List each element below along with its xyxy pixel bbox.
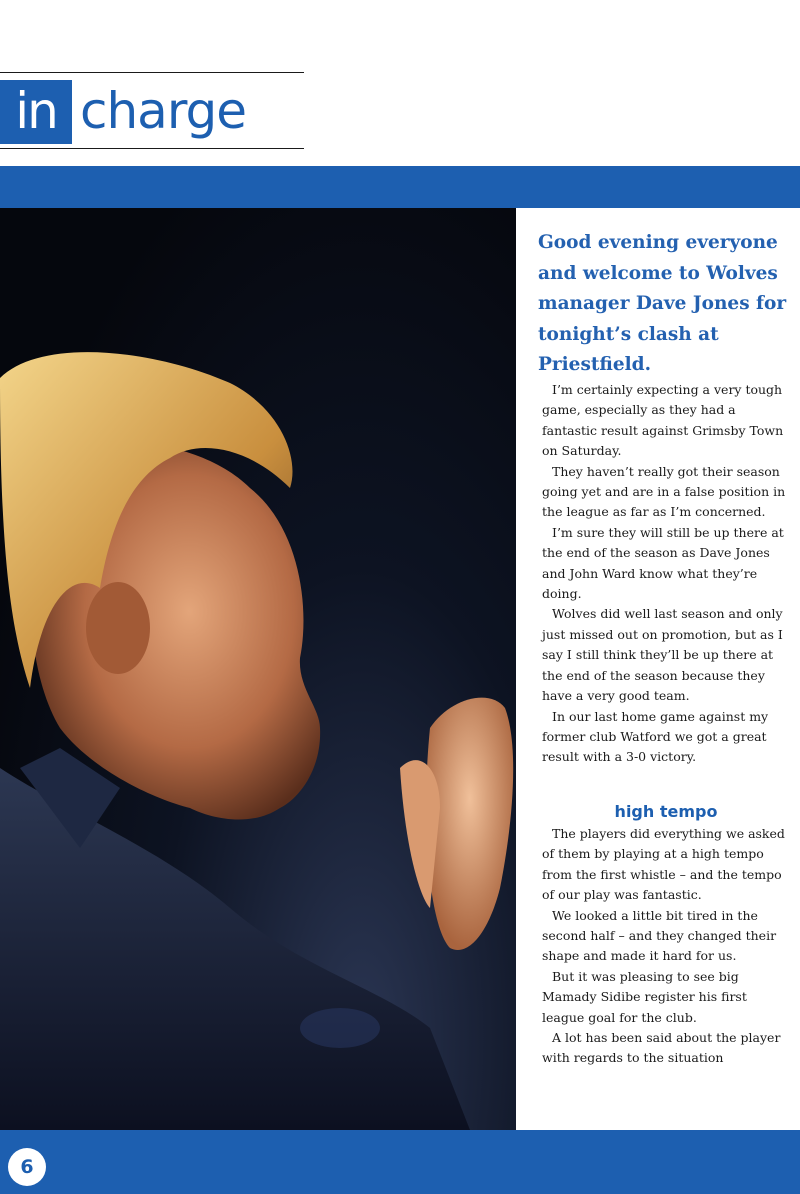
article-intro: Good evening everyone and welcome to Wolves manager Dave Jones for tonight’s clash at Priestfield. <box>538 232 787 375</box>
paragraph: I’m certainly expecting a very tough game, especially as they had a fantastic result against Grimsby Town on Saturday. <box>542 382 784 459</box>
header-rule-top <box>0 72 304 73</box>
article-body-1 <box>542 380 790 768</box>
article-body-2 <box>542 824 790 1069</box>
heading-word: charge <box>80 82 246 140</box>
manager-photo-illustration <box>0 208 516 1130</box>
top-blue-band <box>0 166 800 208</box>
paragraph: In our last home game against my former club Watford we got a great result with a 3-0 victory. <box>542 708 769 765</box>
article-subheading: high tempo <box>614 802 718 821</box>
paragraph: I’m sure they will still be up there at the end of the season as Dave Jones and John Ward know what they’re doing. <box>542 524 784 602</box>
paragraph: But it was pleasing to see big Mamady Sidibe register his first league goal for the club. <box>542 968 747 1025</box>
paragraph: They haven’t really got their season going yet and are in a false position in the league as far as I’m concerned. <box>542 463 786 520</box>
paragraph: The players did everything we asked of them by playing at a high tempo from the first whistle – and the tempo of our play was fantastic. <box>542 826 785 903</box>
bottom-blue-band <box>0 1130 800 1194</box>
paragraph: A lot has been said about the player with regards to the situation <box>542 1030 781 1066</box>
heading-prefix: in <box>0 80 72 144</box>
paragraph: Wolves did well last season and only just missed out on promotion, but as I say I still think they’ll be up there at the end of the season because they have a very good team. <box>542 606 783 704</box>
page-number: 6 <box>8 1148 46 1186</box>
header-rule-bottom <box>0 148 304 149</box>
paragraph: We looked a little bit tired in the second half – and they changed their shape and made it hard for us. <box>542 907 777 964</box>
manager-photo <box>0 208 516 1130</box>
